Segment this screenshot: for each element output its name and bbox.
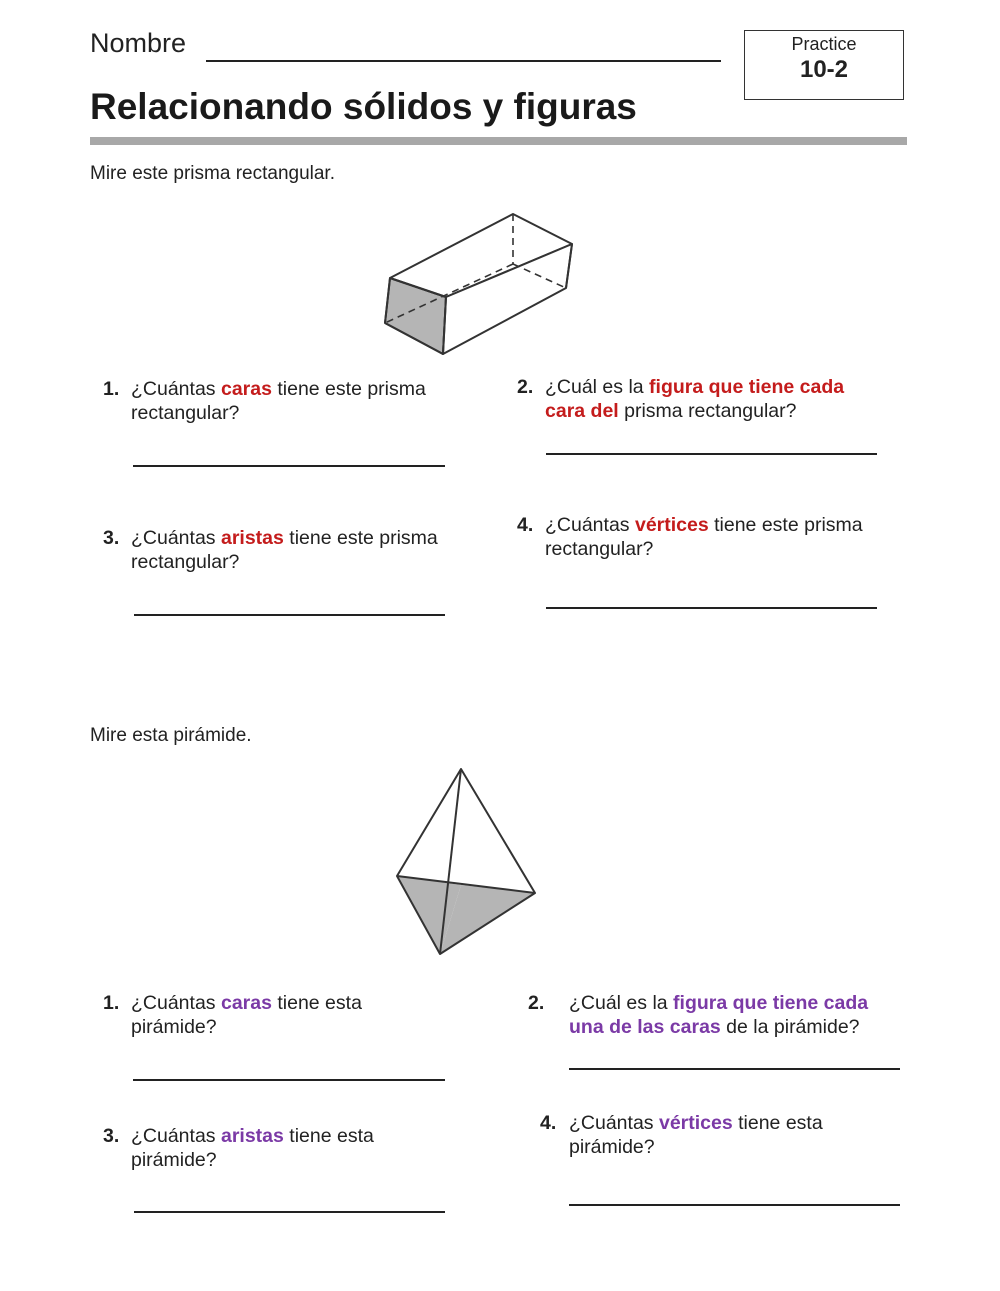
question-text: ¿Cuántas vértices tiene este prisma rectangular? (545, 514, 863, 560)
practice-number: 10-2 (799, 56, 849, 83)
question-text: ¿Cuántas caras tiene este prisma rectangular? (131, 378, 426, 424)
question-number: 4. (517, 514, 534, 536)
question-number: 3. (103, 527, 120, 549)
question-number: 2. (528, 992, 545, 1014)
name-label: Nombre (90, 28, 187, 58)
pyramid-answer-1-line[interactable] (133, 1079, 445, 1081)
question-text: ¿Cuál es la figura que tiene cada cara del prisma rectangular? (545, 376, 845, 422)
question-text: ¿Cuántas aristas tiene este prisma rectangular? (131, 527, 438, 573)
question-number: 1. (103, 378, 120, 400)
question-text: ¿Cuántas caras tiene esta pirámide? (131, 992, 362, 1038)
pyramid-question-3 (103, 1124, 483, 1184)
pyramid-question-1 (103, 991, 483, 1051)
pyramid-answer-4-line[interactable] (569, 1204, 900, 1206)
pyramid-answer-2-line[interactable] (569, 1068, 900, 1070)
question-text: ¿Cuál es la figura que tiene cada una de las caras de la pirámide? (569, 992, 869, 1038)
pyramid-question-2 (528, 991, 928, 1051)
prism-intro: Mire este prisma rectangular. (90, 163, 335, 184)
page-title: Relacionando sólidos y figuras (90, 86, 637, 127)
question-text: ¿Cuántas vértices tiene esta pirámide? (569, 1112, 823, 1158)
practice-label: Practice (791, 34, 857, 54)
question-number: 3. (103, 1125, 120, 1147)
question-number: 2. (517, 376, 534, 398)
pyramid-intro: Mire esta pirámide. (90, 725, 252, 746)
pyramid-question-4 (540, 1111, 920, 1171)
question-text: ¿Cuántas aristas tiene esta pirámide? (131, 1125, 374, 1171)
pyramid-answer-3-line[interactable] (134, 1211, 445, 1213)
question-number: 4. (540, 1112, 557, 1134)
question-number: 1. (103, 992, 120, 1014)
